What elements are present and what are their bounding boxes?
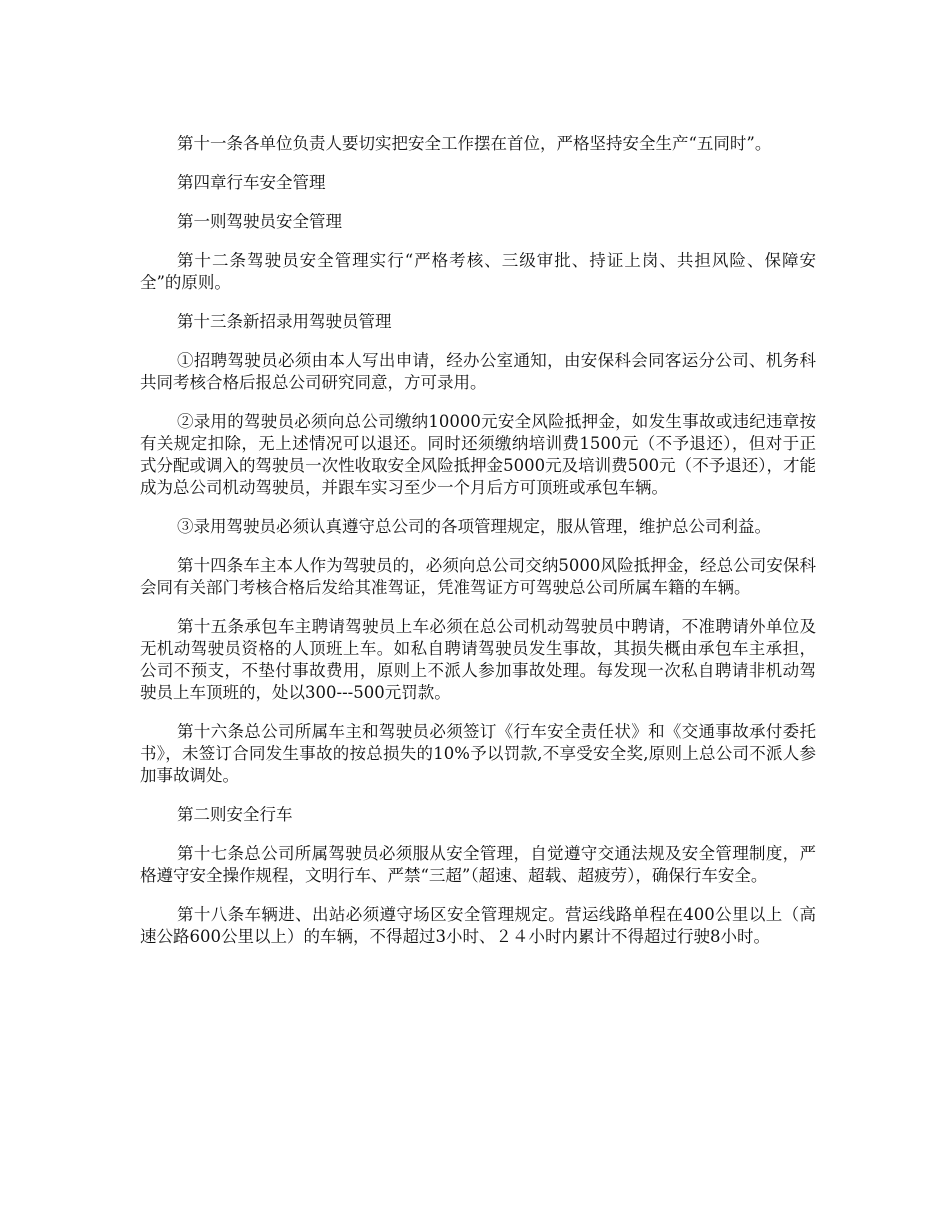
article-13-item-2: ②录用的驾驶员必须向总公司缴纳10000元安全风险抵押金，如发生事故或违纪违章按有关规定扣除，无上述情况可以退还。同时还须缴纳培训费1500元（不予退还），但对于正式分配或调入的驾驶员一次性收取安全风险抵押金5000元及培训费500元（不予退还），才能成为总公司机动驾驶员，并跟车实习至少一个月后方可顶班或承包车辆。: [140, 412, 816, 497]
article-12: 第十二条驾驶员安全管理实行“严格考核、三级审批、持证上岗、共担风险、保障安全”的原则。: [140, 251, 816, 292]
article-14: 第十四条车主本人作为驾驶员的，必须向总公司交纳5000风险抵押金，经总公司安保科会同有关部门考核合格后发给其准驾证，凭准驾证方可驾驶总公司所属车籍的车辆。: [140, 556, 816, 597]
article-11: 第十一条各单位负责人要切实把安全工作摆在首位，严格坚持安全生产“五同时”。: [177, 134, 772, 153]
chapter-4-heading: 第四章行车安全管理: [177, 173, 326, 192]
article-13-item-1: ①招聘驾驶员必须由本人写出申请，经办公室通知，由安保科会同客运分公司、机务科共同考核合格后报总公司研究同意，方可录用。: [140, 351, 816, 392]
document-body: [140, 133, 816, 965]
article-18: 第十八条车辆进、出站必须遵守场区安全管理规定。营运线路单程在400公里以上（高速公路600公里以上）的车辆，不得超过3小时、２４小时内累计不得超过行驶8小时。: [140, 905, 816, 946]
section-1-heading: 第一则驾驶员安全管理: [177, 212, 342, 231]
section-2-heading: 第二则安全行车: [177, 805, 293, 824]
article-13-item-3: ③录用驾驶员必须认真遵守总公司的各项管理规定，服从管理，维护总公司利益。: [177, 517, 771, 536]
article-17: 第十七条总公司所属驾驶员必须服从安全管理，自觉遵守交通法规及安全管理制度，严格遵守安全操作规程，文明行车、严禁“三超”（超速、超载、超疲劳），确保行车安全。: [140, 844, 816, 885]
article-16: 第十六条总公司所属车主和驾驶员必须签订《行车安全责任状》和《交通事故承付委托书》，未签订合同发生事故的按总损失的10%予以罚款,不享受安全奖,原则上总公司不派人参加事故调处。: [140, 722, 816, 785]
article-13: 第十三条新招录用驾驶员管理: [177, 312, 392, 331]
article-15: 第十五条承包车主聘请驾驶员上车必须在总公司机动驾驶员中聘请，不准聘请外单位及无机动驾驶员资格的人顶班上车。如私自聘请驾驶员发生事故，其损失概由承包车主承担，公司不预支，不垫付事故费用，原则上不派人参加事故处理。每发现一次私自聘请非机动驾驶员上车顶班的，处以300---500元罚款。: [140, 617, 816, 702]
